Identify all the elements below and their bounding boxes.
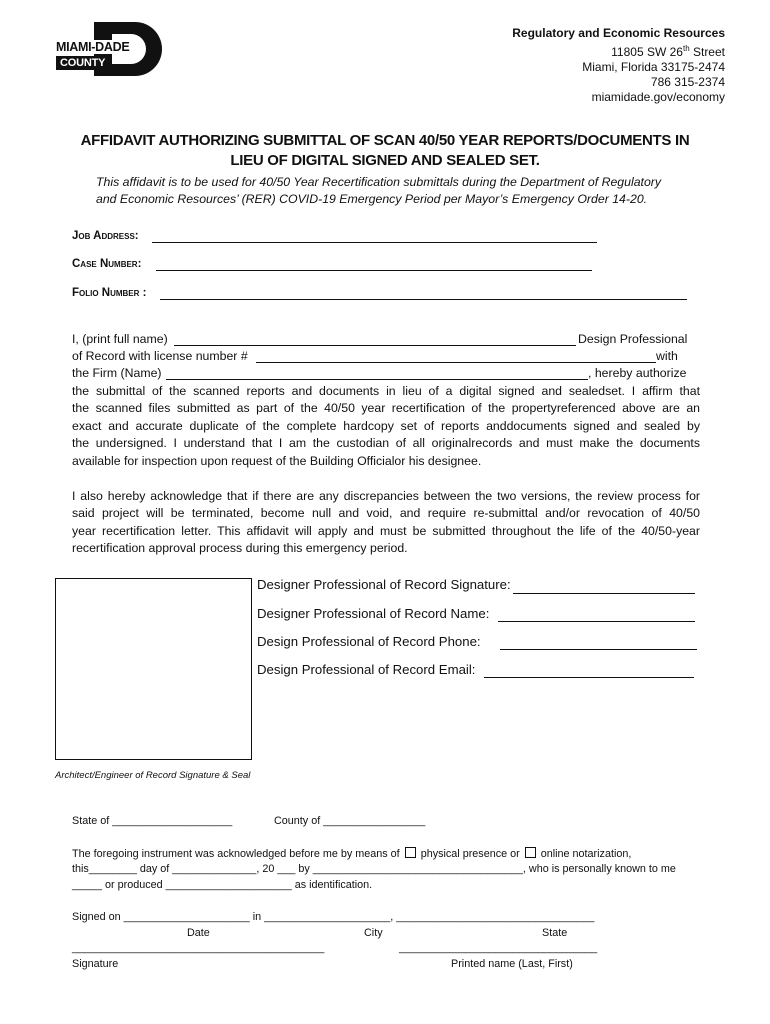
folio-number-field[interactable]: [160, 299, 687, 300]
department-address: [512, 26, 725, 105]
case-number-field[interactable]: [156, 270, 592, 271]
phone-number: 786 315-2374: [650, 75, 725, 89]
signature-label: Designer Professional of Record Signature:: [257, 577, 511, 592]
acknowledgement-paragraph: I also hereby acknowledge that if there are any discrepancies between the two versions, the review process for said project will be terminated, become null and void, and require re-submittal and/or revocation of 40/50 year recertification letter. This affidavit will apply and must be submitted throughout the life of the 40/50-year recertification approval process during this emergency period.: [72, 489, 700, 556]
phone-field[interactable]: [500, 649, 697, 650]
job-address-label: Job Address:: [72, 230, 139, 242]
print-name-field[interactable]: [174, 345, 576, 346]
state-label: State: [542, 927, 568, 939]
website[interactable]: miamidade.gov/economy: [591, 90, 725, 104]
case-number-label: Case Number:: [72, 258, 142, 270]
phone-label: Design Professional of Record Phone:: [257, 634, 481, 649]
city-state-zip: Miami, Florida 33175-2474: [582, 60, 725, 74]
license-number-field[interactable]: [256, 362, 656, 363]
folio-number-label: Folio Number :: [72, 287, 147, 299]
email-field[interactable]: [484, 677, 694, 678]
email-label: Design Professional of Record Email:: [257, 662, 476, 677]
hereby-authorize-text: , hereby authorize: [588, 366, 687, 380]
street-address: 11805 SW 26th Street: [611, 44, 725, 59]
signature-field[interactable]: [513, 593, 695, 594]
notary-signature-label: Signature: [72, 958, 119, 970]
name-label: Designer Professional of Record Name:: [257, 606, 490, 621]
signed-on-line[interactable]: Signed on _____________________ in _____________________, _________________________________: [72, 911, 595, 923]
design-professional-text: Design Professional: [578, 332, 688, 346]
online-notarization-checkbox[interactable]: [525, 847, 536, 858]
firm-name-field[interactable]: [166, 379, 588, 380]
county-of-field[interactable]: County of _________________: [274, 815, 426, 827]
miami-dade-county-logo: [56, 22, 166, 76]
state-of-field[interactable]: State of ____________________: [72, 815, 233, 827]
printed-name-label: Printed name (Last, First): [451, 958, 573, 970]
date-label: Date: [187, 927, 210, 939]
department-name: Regulatory and Economic Resources: [512, 26, 725, 40]
with-text: with: [656, 349, 678, 363]
city-label: City: [364, 927, 383, 939]
job-address-field[interactable]: [152, 242, 597, 243]
seal-caption: Architect/Engineer of Record Signature & Seal: [55, 770, 251, 781]
signature-line[interactable]: __________________________________________: [72, 942, 325, 954]
this-day-line[interactable]: this________ day of ______________, 20 ___ by ___________________________________, who is personally known to me: [72, 863, 676, 875]
logo-wordmark-top: MIAMI-DADE: [56, 40, 130, 54]
intro-text: This affidavit is to be used for 40/50 Year Recertification submittals during the Department of Regulatory and Economic Resources’ (RER) COVID-19 Emergency Period per Mayor’s Emergency Order 14-20.: [96, 175, 662, 206]
name-field[interactable]: [498, 621, 695, 622]
signature-seal-box[interactable]: [55, 578, 252, 760]
affirmation-paragraph: the submittal of the scanned reports and documents in lieu of a digital signed and sealedset. I affirm that the scanned files submitted as part of the 40/50 year recertification of the propertyreferenced above are an exact and accurate duplicate of the complete hardcopy set of reports anddocuments signed and sealed by the undersigned. I understand that I am the custodian of all originalrecords and must make the documents available for inspection upon request of the Building Officialor his designee.: [72, 384, 700, 468]
print-name-label: I, (print full name): [72, 332, 168, 346]
acknowledgement-line: The foregoing instrument was acknowledged before me by means of physical presence or online notarization,: [72, 848, 632, 860]
license-number-label: of Record with license number #: [72, 349, 248, 363]
identification-line[interactable]: _____ or produced _____________________ as identification.: [72, 879, 373, 891]
firm-name-label: the Firm (Name): [72, 366, 162, 380]
physical-presence-checkbox[interactable]: [405, 847, 416, 858]
printed-name-line[interactable]: _________________________________: [399, 942, 598, 954]
logo-wordmark-bottom: COUNTY: [56, 56, 109, 70]
document-title: AFFIDAVIT AUTHORIZING SUBMITTAL OF SCAN 40/50 YEAR REPORTS/DOCUMENTS IN LIEU OF DIGITAL SIGNED AND SEALED SET.: [80, 132, 690, 169]
